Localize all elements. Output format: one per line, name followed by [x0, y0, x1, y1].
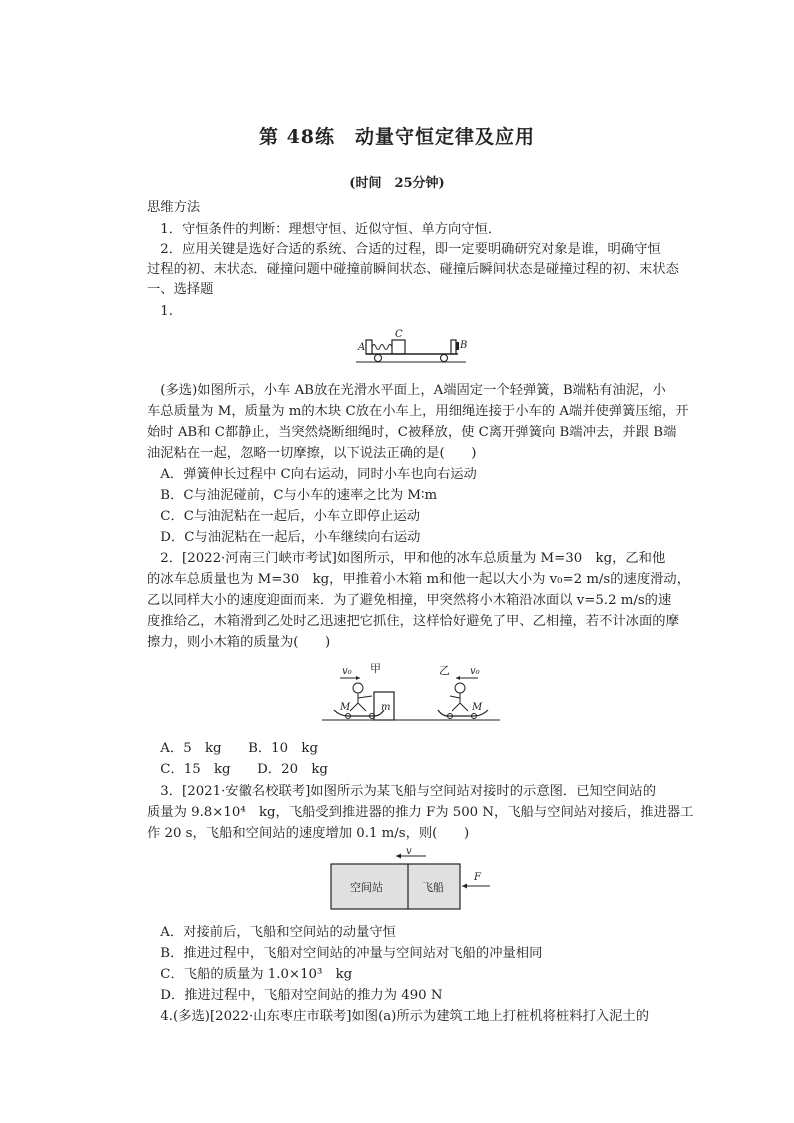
q1-option-b: B．C与油泥碰前，C与小车的速率之比为 M∶m	[147, 488, 438, 503]
method-heading: 思维方法	[147, 200, 201, 215]
q2-stem-line-2: 的冰车总质量也为 M=30 kg，甲推着小木箱 m和他一起以大小为 v₀=2 m/s的速度滑动，	[147, 572, 691, 587]
q4-stem-line-1: 4.(多选)[2022·山东枣庄市联考]如图(a)所示为建筑工地上打桩机将桩料打入泥土的	[147, 1009, 650, 1024]
q3-option-d: D．推进过程中，飞船对空间站的推力为 490 N	[147, 988, 443, 1003]
label-v: v	[406, 846, 412, 857]
q2-stem-line-1: 2．[2022·河南三门峡市考试]如图所示，甲和他的冰车总质量为 M=30 kg，乙和他	[147, 551, 666, 566]
q1-option-d: D．C与油泥粘在一起后，小车继续向右运动	[147, 530, 421, 545]
q3-option-a: A．对接前后，飞船和空间站的动量守恒	[147, 925, 396, 940]
q2-stem-line-3: 乙以同样大小的速度迎面而来．为了避免相撞，甲突然将小木箱沿冰面以 v=5.2 m/s的速	[147, 593, 672, 608]
label-station: 空间站	[350, 881, 383, 894]
label-c: C	[395, 329, 403, 340]
q1-stem-line-3: 始时 AB和 C都静止，当突然烧断细绳时，C被释放，使 C离开弹簧向 B端冲去，并跟 B端	[147, 425, 677, 440]
q1-stem-line-1: (多选)如图所示，小车 AB放在光滑水平面上，A端固定一个轻弹簧，B端粘有油泥，小	[147, 383, 666, 398]
label-ship: 飞船	[422, 881, 444, 894]
question-1-number: 1.	[147, 304, 173, 319]
section-heading: 一、选择题	[147, 282, 214, 297]
q3-stem-line-1: 3．[2021·安徽名校联考]如图所示为某飞船与空间站对接时的示意图．已知空间站的	[147, 784, 656, 799]
docking-figure	[330, 846, 500, 912]
method-item-2-line-2: 过程的初、末状态．碰撞问题中碰撞前瞬间状态、碰撞后瞬间状态是碰撞过程的初、末状态	[147, 262, 679, 277]
q3-stem-line-3: 作 20 s，飞船和空间站的速度增加 0.1 m/s，则( )	[147, 826, 470, 841]
method-item-2-line-1: 2．应用关键是选好合适的系统、合适的过程，即一定要明确研究对象是谁，明确守恒	[147, 242, 661, 257]
method-item-1: 1．守恒条件的判断：理想守恒、近似守恒、单方向守恒．	[147, 222, 502, 237]
q2-options-row-1: A．5 kg B．10 kg	[147, 741, 318, 756]
cart-spring-figure	[356, 328, 466, 370]
q1-stem-line-2: 车总质量为 M，质量为 m的木块 C放在小车上，用细绳连接于小车的 A端并使弹簧压缩，开	[147, 404, 689, 419]
label-v0-left: v₀	[342, 666, 352, 677]
label-v0-right: v₀	[470, 666, 480, 677]
q3-option-b: B．推进过程中，飞船对空间站的冲量与空间站对飞船的冲量相同	[147, 946, 543, 961]
page-title: 第 48练 动量守恒定律及应用	[258, 126, 536, 148]
q3-stem-line-2: 质量为 9.8×10⁴ kg，飞船受到推进器的推力 F为 500 N，飞船与空间站对接后，推进器工	[147, 805, 694, 820]
q2-stem-line-4: 度推给乙，木箱滑到乙处时乙迅速把它抓住，这样恰好避免了甲、乙相撞，若不计冰面的摩	[147, 614, 679, 629]
q2-stem-line-5: 擦力，则小木箱的质量为( )	[147, 635, 331, 650]
label-jia: 甲	[370, 662, 381, 675]
label-a: A	[358, 342, 366, 353]
label-b: B	[460, 340, 468, 351]
ice-sled-figure	[322, 660, 502, 726]
q3-option-c: C．飞船的质量为 1.0×10³ kg	[147, 967, 353, 982]
q1-stem-line-4: 油泥粘在一起，忽略一切摩擦，以下说法正确的是( )	[147, 446, 477, 461]
time-limit: (时间 25分钟)	[349, 176, 445, 191]
q2-options-row-2: C．15 kg D．20 kg	[147, 762, 328, 777]
label-yi: 乙	[439, 664, 450, 677]
q1-option-a: A．弹簧伸长过程中 C向右运动，同时小车也向右运动	[147, 467, 477, 482]
label-f: F	[474, 872, 481, 883]
label-m-left: M	[340, 702, 351, 713]
label-m-right: M	[472, 702, 483, 713]
q1-option-c: C．C与油泥粘在一起后，小车立即停止运动	[147, 509, 420, 524]
label-box-m: m	[381, 702, 391, 713]
